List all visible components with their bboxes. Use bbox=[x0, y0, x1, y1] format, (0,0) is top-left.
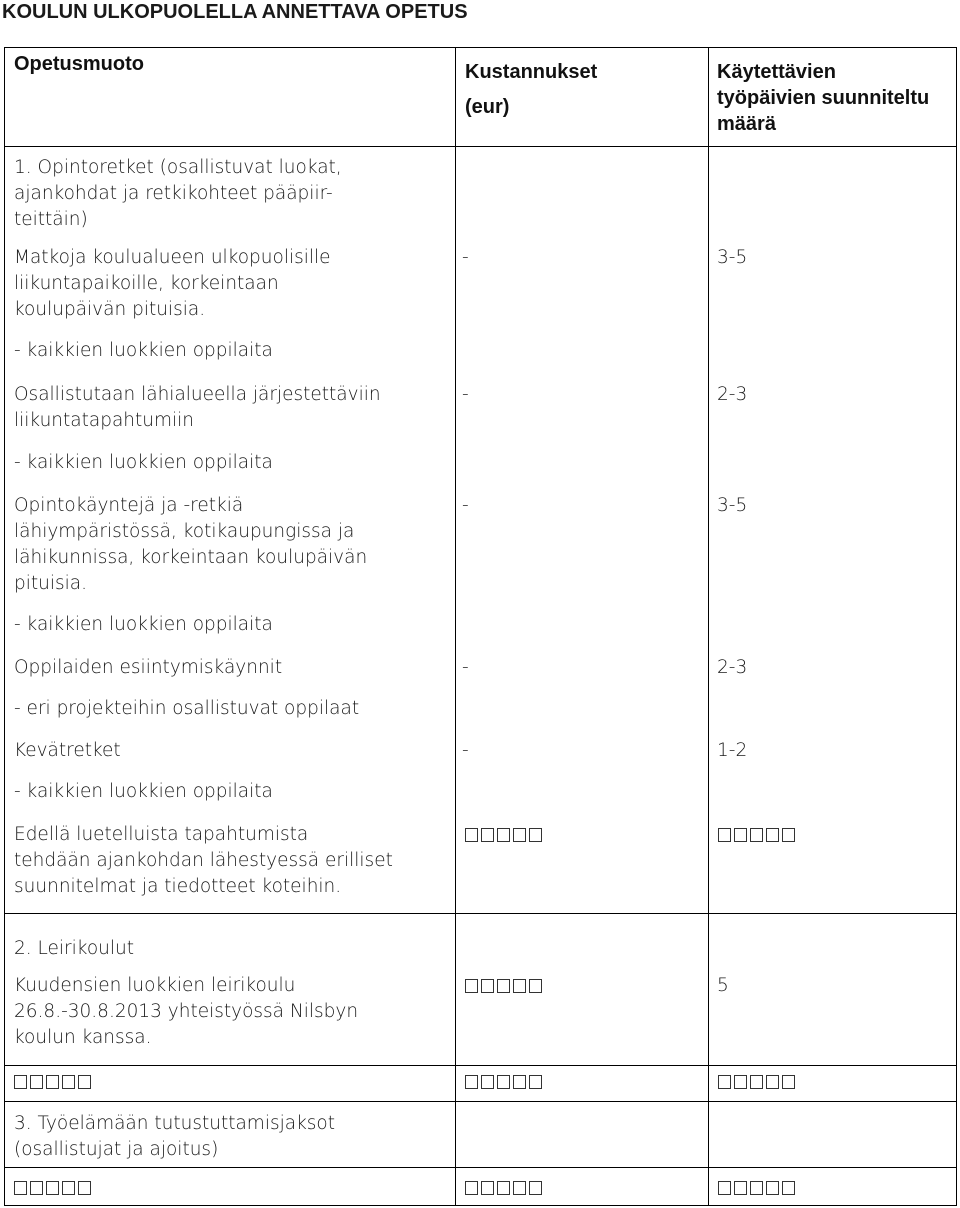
header-opetusmuoto: Opetusmuoto bbox=[14, 53, 144, 75]
row3-line1: Opintokäyntejä ja -retkiä bbox=[14, 495, 244, 516]
section2-line2: 26.8.-30.8.2013 yhteistyössä Nilsbyn bbox=[14, 1001, 359, 1022]
header-bottom-border bbox=[4, 146, 957, 147]
row-placeholder-bottom-border bbox=[4, 1101, 957, 1102]
row6-line3: suunnitelmat ja tiedotteet koteihin. bbox=[14, 876, 342, 897]
section1-heading-l2: ajankohdat ja retkikohteet pääpiir- bbox=[14, 183, 333, 204]
table-right-border bbox=[956, 47, 957, 1206]
row4-days: 2-3 bbox=[717, 657, 748, 678]
last-row-col1-form-field-placeholder bbox=[14, 1181, 91, 1195]
row3-line3: lähikunnissa, korkeintaan koulupäivän bbox=[14, 547, 368, 568]
row2-cost: - bbox=[462, 384, 469, 405]
row2-line1: Osallistutaan lähialueella järjestettäviin bbox=[14, 384, 381, 405]
header-kustannukset-unit: (eur) bbox=[465, 96, 510, 118]
row4-sub: - eri projekteihin osallistuvat oppilaat bbox=[14, 698, 360, 719]
row5-cost: - bbox=[462, 740, 469, 761]
last-row-col3-form-field-placeholder bbox=[718, 1181, 795, 1195]
column-divider-1 bbox=[455, 47, 456, 1206]
section3-bottom-border bbox=[4, 1167, 957, 1168]
section1-heading-l3: teittäin) bbox=[14, 209, 88, 230]
last-row-col2-form-field-placeholder bbox=[465, 1181, 542, 1195]
row5-sub: - kaikkien luokkien oppilaita bbox=[14, 781, 273, 802]
header-tyopaivat-l3: määrä bbox=[717, 113, 776, 135]
column-divider-2 bbox=[708, 47, 709, 1206]
section2-heading: 2. Leirikoulut bbox=[14, 938, 134, 959]
row4-line1: Oppilaiden esiintymiskäynnit bbox=[14, 657, 283, 678]
header-tyopaivat-l2: työpäivien suunniteltu bbox=[717, 87, 930, 109]
row3-sub: - kaikkien luokkien oppilaita bbox=[14, 614, 273, 635]
section1-bottom-border bbox=[4, 913, 957, 914]
row1-line3: koulupäivän pituisia. bbox=[14, 299, 206, 320]
header-kustannukset: Kustannukset bbox=[465, 61, 598, 83]
row2-sub: - kaikkien luokkien oppilaita bbox=[14, 452, 273, 473]
header-tyopaivat-l1: Käytettävien bbox=[717, 61, 836, 83]
row1-line2: liikuntapaikoille, korkeintaan bbox=[14, 273, 279, 294]
row3-days: 3-5 bbox=[717, 495, 748, 516]
section2-line1: Kuudensien luokkien leirikoulu bbox=[14, 975, 296, 996]
page-title: KOULUN ULKOPUOLELLA ANNETTAVA OPETUS bbox=[2, 1, 468, 23]
row4-cost: - bbox=[462, 657, 469, 678]
row1-line1: Matkoja koulualueen ulkopuolisille bbox=[14, 247, 331, 268]
section2-bottom-border bbox=[4, 1065, 957, 1066]
section2-cost-form-field-placeholder bbox=[465, 979, 542, 993]
row6-line1: Edellä luetelluista tapahtumista bbox=[14, 824, 309, 845]
row5-line1: Kevätretket bbox=[14, 740, 121, 761]
section3-heading-l1: 3. Työelämään tutustuttamisjaksot bbox=[14, 1113, 335, 1134]
section3-heading-l2: (osallistujat ja ajoitus) bbox=[14, 1139, 219, 1160]
row6-cost-form-field-placeholder bbox=[465, 828, 542, 842]
row2-days: 2-3 bbox=[717, 384, 748, 405]
row3-cost: - bbox=[462, 495, 469, 516]
section2-days: 5 bbox=[717, 975, 729, 996]
empty-row-col1-form-field-placeholder bbox=[14, 1075, 91, 1089]
row6-line2: tehdään ajankohdan lähestyessä erilliset bbox=[14, 850, 393, 871]
row5-days: 1-2 bbox=[717, 740, 748, 761]
row1-days: 3-5 bbox=[717, 247, 748, 268]
row6-days-form-field-placeholder bbox=[718, 828, 795, 842]
table-left-border bbox=[4, 47, 5, 1206]
row1-cost: - bbox=[462, 247, 469, 268]
section1-heading-l1: 1. Opintoretket (osallistuvat luokat, bbox=[14, 157, 342, 178]
row3-line2: lähiympäristössä, kotikaupungissa ja bbox=[14, 521, 355, 542]
table-bottom-border bbox=[4, 1205, 957, 1206]
empty-row-col2-form-field-placeholder bbox=[465, 1075, 542, 1089]
empty-row-col3-form-field-placeholder bbox=[718, 1075, 795, 1089]
row3-line4: pituisia. bbox=[14, 573, 87, 594]
row1-sub: - kaikkien luokkien oppilaita bbox=[14, 340, 273, 361]
table-top-border bbox=[4, 47, 957, 48]
row2-line2: liikuntatapahtumiin bbox=[14, 410, 195, 431]
section2-line3: koulun kanssa. bbox=[14, 1027, 152, 1048]
